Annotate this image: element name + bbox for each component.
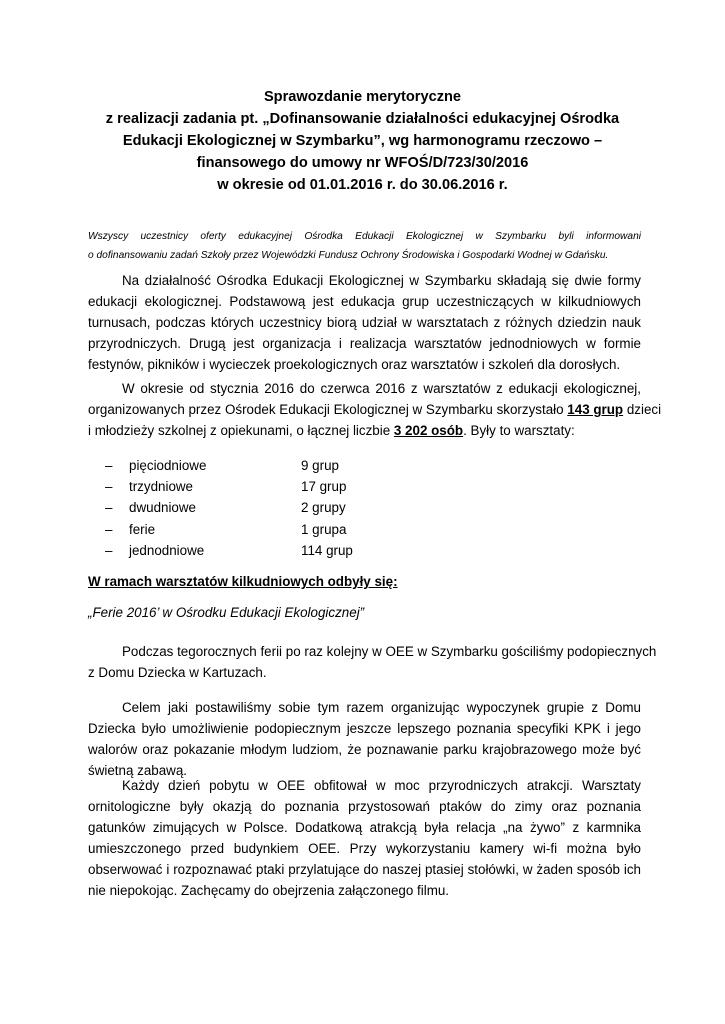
paragraph-line: festynów, pikników i wycieczek proekologicznych oraz warsztatów i szkoleń dla dorosłych. — [88, 357, 621, 372]
dash-bullet: – — [105, 500, 113, 516]
paragraph-winter-break — [88, 641, 657, 683]
section-heading: W ramach warsztatów kilkudniowych odbyły się: — [88, 574, 398, 589]
paragraph-text: organizowanych przez Ośrodek Edukacji Ekologicznej w Szymbarku skorzystało — [88, 402, 568, 417]
paragraph-line: Każdy dzień pobytu w OEE obfitował w moc przyrodniczych atrakcji. Warsztaty — [122, 778, 641, 793]
workshop-type: dwudniowe — [129, 500, 196, 516]
title-line: w okresie od 01.01.2016 r. do 30.06.2016 r. — [217, 177, 508, 193]
paragraph-line: turnusach, podczas których uczestnicy biorą udział w warsztatach z różnych dziedzin nauk — [88, 315, 641, 330]
paragraph-line: przyrodniczych. Drugą jest organizacja i realizacja warsztatów jednodniowych w formie — [88, 336, 641, 351]
paragraph-forms — [88, 270, 641, 375]
intro-line: Wszyscy uczestnicy oferty edukacyjnej Ośrodka Edukacji Ekologicznej w Szymbarku byli informowani — [88, 231, 641, 242]
paragraph-line: gatunków zimujących w Polsce. Dodatkową atrakcją była relacja „na żywo” z karmnika — [88, 820, 641, 835]
workshop-type: trzydniowe — [129, 479, 194, 495]
workshop-count: 9 grup — [301, 458, 339, 473]
title-line: Sprawozdanie merytoryczne — [263, 89, 462, 105]
paragraph-line — [88, 420, 641, 441]
intro-line: o dofinansowaniu zadań Szkoły przez Wojewódzki Fundusz Ochrony Środowiska i Gospodarki Wodnej w Gdańsku. — [88, 250, 609, 261]
workshop-count: 1 grupa — [301, 521, 347, 537]
paragraph-line: z Domu Dziecka w Kartuzach. — [88, 665, 267, 680]
list-item — [105, 519, 353, 540]
dash-bullet: – — [105, 521, 113, 537]
paragraph-line: ornitologiczne były okazją do poznania przystosowań ptaków do zimy oraz poznania — [88, 799, 641, 814]
paragraph-line: W okresie od stycznia 2016 do czerwca 2016 z warsztatów z edukacji ekologicznej, — [122, 381, 641, 396]
workshop-type: jednodniowe — [129, 542, 205, 558]
workshop-type: pięciodniowe — [129, 458, 207, 473]
paragraph-line: Dziecka było umożliwienie podopiecznym jeszcze lepszego poznania specyfiki KPK i jego — [88, 721, 641, 736]
paragraph-line: edukacji ekologicznej. Podstawową jest edukacja grup uczestniczących w kilkudniowych — [88, 294, 641, 309]
paragraph-line: umieszczonego przed budynkiem OEE. Przy wykorzystaniu kamery wi-fi można było — [88, 841, 641, 856]
paragraph-text: i młodzieży szkolnej z opiekunami, o łącznej liczbie — [88, 423, 394, 438]
paragraph-text: . Były to warsztaty: — [463, 423, 575, 438]
groups-total: 143 grup — [567, 402, 624, 417]
workshop-count: 114 grup — [301, 542, 353, 558]
paragraph-line — [88, 399, 662, 420]
paragraph-line: Podczas tegorocznych ferii po raz kolejny w OEE w Szymbarku gościliśmy podopiecznych — [122, 644, 657, 659]
dash-bullet: – — [105, 542, 113, 558]
paragraph-text: dzieci — [623, 402, 662, 417]
document-title — [60, 86, 665, 196]
dash-bullet: – — [105, 479, 113, 495]
workshop-list — [105, 455, 353, 561]
workshop-count: 17 grup — [301, 479, 347, 495]
paragraph-line: obserwować i rozpoznawać ptaki przylatujące do naszej ptasiej stołówki, w żaden sposób ich — [88, 862, 641, 877]
workshop-type: ferie — [129, 521, 156, 537]
paragraph-line: Celem jaki postawiliśmy sobie tym razem organizując wypoczynek grupie z Domu — [122, 700, 641, 715]
paragraph-line: nie niepokojąc. Zachęcamy do obejrzenia załączonego filmu. — [88, 883, 450, 898]
paragraph-goal — [88, 697, 641, 781]
intro-note — [88, 227, 641, 265]
title-line: z realizacji zadania pt. „Dofinansowanie działalności edukacyjnej Ośrodka — [105, 111, 620, 127]
dash-bullet: – — [105, 458, 113, 473]
persons-total: 3 202 osób — [393, 423, 464, 438]
title-line: finansowego do umowy nr WFOŚ/D/723/30/2016 — [196, 155, 529, 171]
list-item — [105, 476, 353, 497]
workshop-count: 2 grupy — [301, 500, 346, 516]
title-line: Edukacji Ekologicznej w Szymbarku”, wg harmonogramu rzeczowo – — [122, 133, 603, 149]
paragraph-line: świetną zabawą. — [88, 763, 187, 778]
paragraph-statistics — [88, 378, 662, 441]
list-item — [105, 497, 353, 518]
list-item — [105, 455, 353, 476]
paragraph-line: walorów oraz pokazanie młodym ludziom, że poznawanie parku krajobrazowego może być — [88, 742, 641, 757]
section-subheading: „Ferie 2016’ w Ośrodku Edukacji Ekologicznej” — [88, 605, 365, 620]
list-item — [105, 540, 353, 561]
paragraph-line: Na działalność Ośrodka Edukacji Ekologicznej w Szymbarku składają się dwie formy — [122, 273, 641, 288]
paragraph-attractions — [88, 775, 641, 901]
